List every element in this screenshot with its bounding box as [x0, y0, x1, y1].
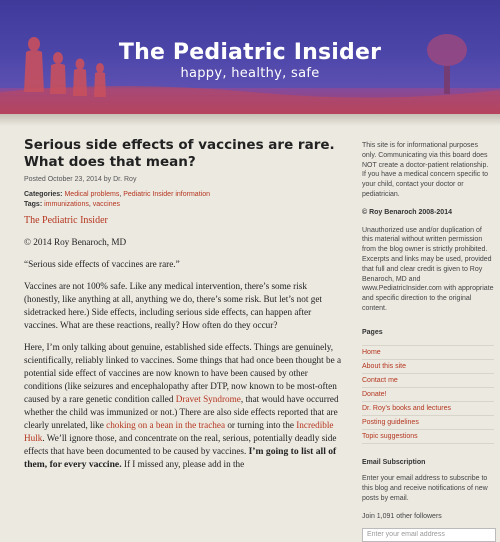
emphasis-list-all: I’m going to list all of them, for every vaccine.	[24, 446, 337, 470]
sidebar-disclaimer: This site is for informational purposes only. Communicating via this board does NOT create a doctor-patient relationship. If you have a medical concern specific to your child, contact your doctor or pediatrician.	[362, 142, 489, 198]
category-link-medical-problems[interactable]: Medical problems	[64, 191, 120, 198]
page-link-posting-guidelines[interactable]: Posting guidelines	[362, 416, 494, 430]
choking-bean-link[interactable]: choking on a bean in the trachea	[106, 420, 226, 430]
post-tags: Tags: immunizations, vaccines	[24, 201, 120, 208]
post-quote: “Serious side effects of vaccines are rare.”	[24, 259, 180, 269]
post-content	[24, 137, 342, 480]
email-subscribe-input[interactable]	[362, 528, 496, 542]
post-heading-link[interactable]: The Pediatric Insider	[24, 215, 108, 226]
email-subscription-heading: Email Subscription	[362, 458, 426, 466]
site-banner	[0, 0, 500, 114]
followers-count: Join 1,091 other followers	[362, 512, 442, 520]
pages-list	[362, 345, 494, 444]
page-link-topic-suggestions[interactable]: Topic suggestions	[362, 430, 494, 444]
categories-label: Categories:	[24, 191, 63, 198]
dravet-syndrome-link[interactable]: Dravet Syndrome	[175, 394, 241, 404]
page-link-donate[interactable]: Donate!	[362, 388, 494, 402]
post-body	[24, 214, 342, 471]
category-link-pediatric-insider[interactable]: Pediatric Insider information	[123, 191, 210, 198]
incredible-hulk-link[interactable]: Incredible Hulk	[24, 420, 334, 443]
subscription-text: Enter your email address to subscribe to this blog and receive notifications of new posts by email.	[362, 475, 488, 502]
pages-heading: Pages	[362, 328, 383, 336]
page-link-books-lectures[interactable]: Dr. Roy’s books and lectures	[362, 402, 494, 416]
tags-label: Tags:	[24, 201, 43, 208]
tag-link-immunizations[interactable]: immunizations	[44, 201, 89, 208]
sidebar-usage-note: Unauthorized use and/or duplication of this material without written permission from the blog owner is strictly prohibited. Excerpts and links may be used, provided that full and clear credit is given to Roy Benaroch, MD and www.PediatricInsider.com with appropriate and specific direction to the original content.	[362, 226, 494, 312]
post-copyright: © 2014 Roy Benaroch, MD	[24, 237, 127, 247]
post-title[interactable]: Serious side effects of vaccines are rare. What does that mean?	[24, 137, 335, 170]
tag-link-vaccines[interactable]: vaccines	[92, 201, 120, 208]
post-paragraph-2: Here, I’m only talking about genuine, established side effects. Things are genuinely, scientifically, reliably linked to vaccines. Some things that had once been thought be a potential side effect of vaccines are now known to have been caused by other conditions (like seizures and encephalopathy after DTP, now known to be most-often caused by a rare genetic condition called Dravet Syndrome, that would have occurred whether the child was immunized or not.) There are also side effects reported that are clearly unrelated, like choking on a bean in the trachea or turning into the Incredible Hulk. We’ll ignore those, and concentrate on the real, serious, potentially deadly side effects that have been documented to be caused by vaccines. I’m going to list all of them, for every vaccine. If I missed any, please add in the	[24, 342, 342, 470]
site-tagline: happy, healthy, safe	[180, 66, 320, 81]
post-meta: Posted October 23, 2014 by Dr. Roy	[24, 176, 137, 183]
post-categories: Categories: Medical problems, Pediatric Insider information	[24, 191, 210, 198]
sidebar-copyright: © Roy Benaroch 2008-2014	[362, 208, 452, 216]
page-link-home[interactable]: Home	[362, 346, 494, 360]
sidebar	[362, 141, 494, 542]
page-link-contact[interactable]: Contact me	[362, 374, 494, 388]
post-paragraph-1: Vaccines are not 100% safe. Like any medical intervention, there’s some risk (honestly, like anything at all, anything we do, there’s some risk. But let’s not get sidetracked here.) Side effects, including serious side effects, can happen after vaccines. What are these reactions, really? How often do they occur?	[24, 281, 322, 330]
site-title[interactable]: The Pediatric Insider	[118, 40, 382, 65]
page-link-about[interactable]: About this site	[362, 360, 494, 374]
banner-shadow	[0, 114, 500, 126]
